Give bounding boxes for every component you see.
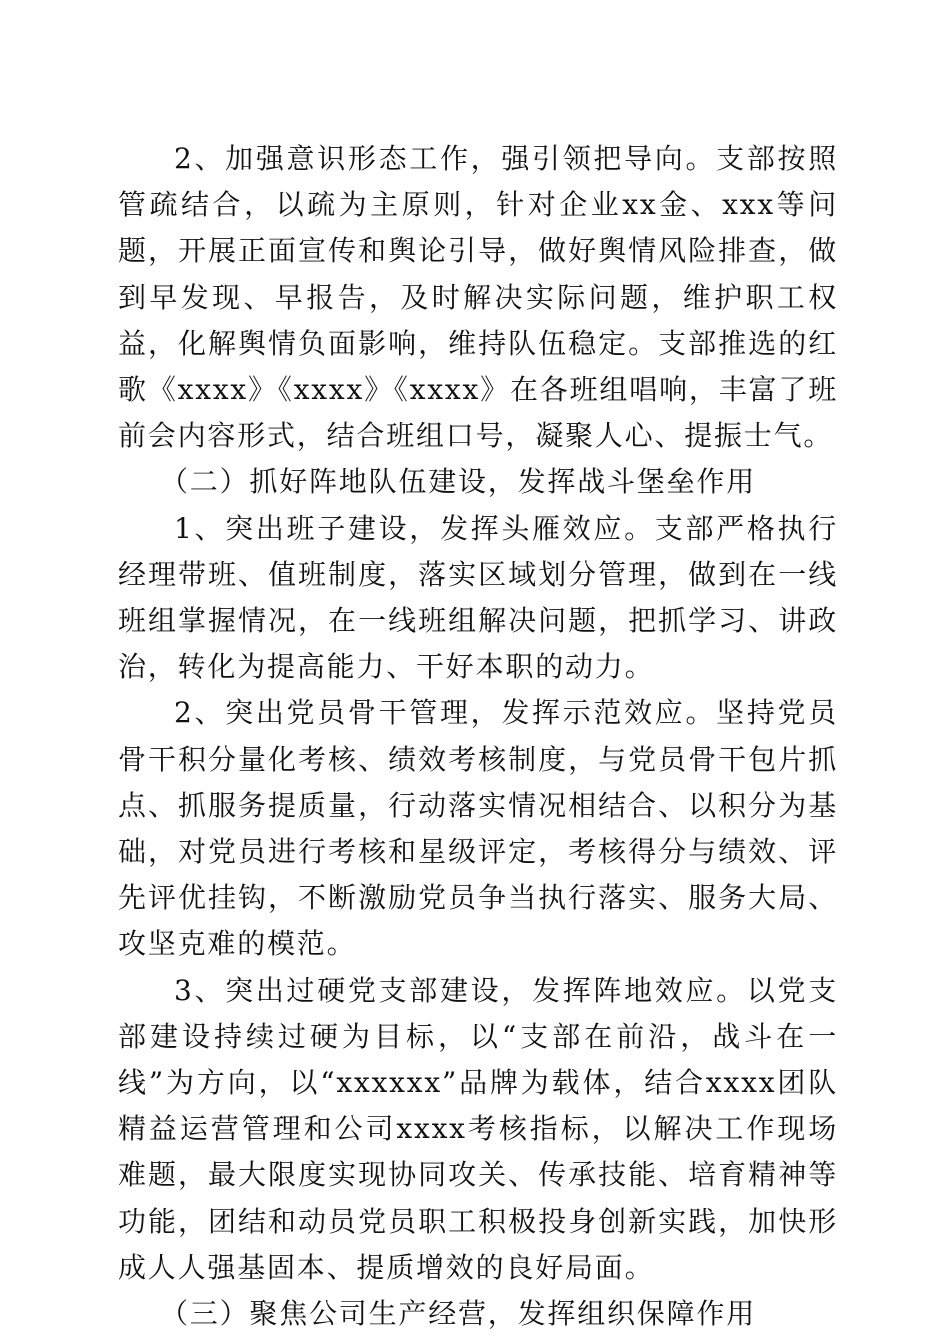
paragraph-branch-construction: 3、突出过硬党支部建设，发挥阵地效应。以党支部建设持续过硬为目标，以“支部在前沿，战斗在一线”为方向，以“xxxxxx”品牌为载体，结合xxxx团队精益运营管理和公司xxxx考核指标，以解决工作现场难题，最大限度实现协同攻关、传承技能、培育精神等功能，团结和动员党员职工积极投身创新实践，加快形成人人强基固本、提质增效的良好局面。 [118,973,838,1284]
paragraph-party-member-management: 2、突出党员骨干管理，发挥示范效应。坚持党员骨干积分量化考核、绩效考核制度，与党员骨干包片抓点、抓服务提质量，行动落实情况相结合、以积分为基础，对党员进行考核和星级评定，考核得分与绩效、评先评优挂钩，不断激励党员争当执行落实、服务大局、攻坚克难的模范。 [118,696,838,961]
section-heading-3: （三）聚焦公司生产经营，发挥组织保障作用 [160,1297,757,1331]
paragraph-ideology-work: 2、加强意识形态工作，强引领把导向。支部按照管疏结合，以疏为主原则，针对企业xx金、xxx等问题，开展正面宣传和舆论引导，做好舆情风险排查，做到早发现、早报告，及时解决实际问题，维护职工权益，化解舆情负面影响，维持队伍稳定。支部推选的红歌《xxxx》《xxxx》《xxxx》在各班组唱响，丰富了班前会内容形式，结合班组口号，凝聚人心、提振士气。 [118,142,838,453]
document-body [118,136,838,1337]
paragraph-leadership-team: 1、突出班子建设，发挥头雁效应。支部严格执行经理带班、值班制度，落实区域划分管理，做到在一线班组掌握情况，在一线班组解决问题，把抓学习、讲政治，转化为提高能力、干好本职的动力。 [118,511,838,684]
section-heading-2: （二）抓好阵地队伍建设，发挥战斗堡垒作用 [160,465,757,499]
